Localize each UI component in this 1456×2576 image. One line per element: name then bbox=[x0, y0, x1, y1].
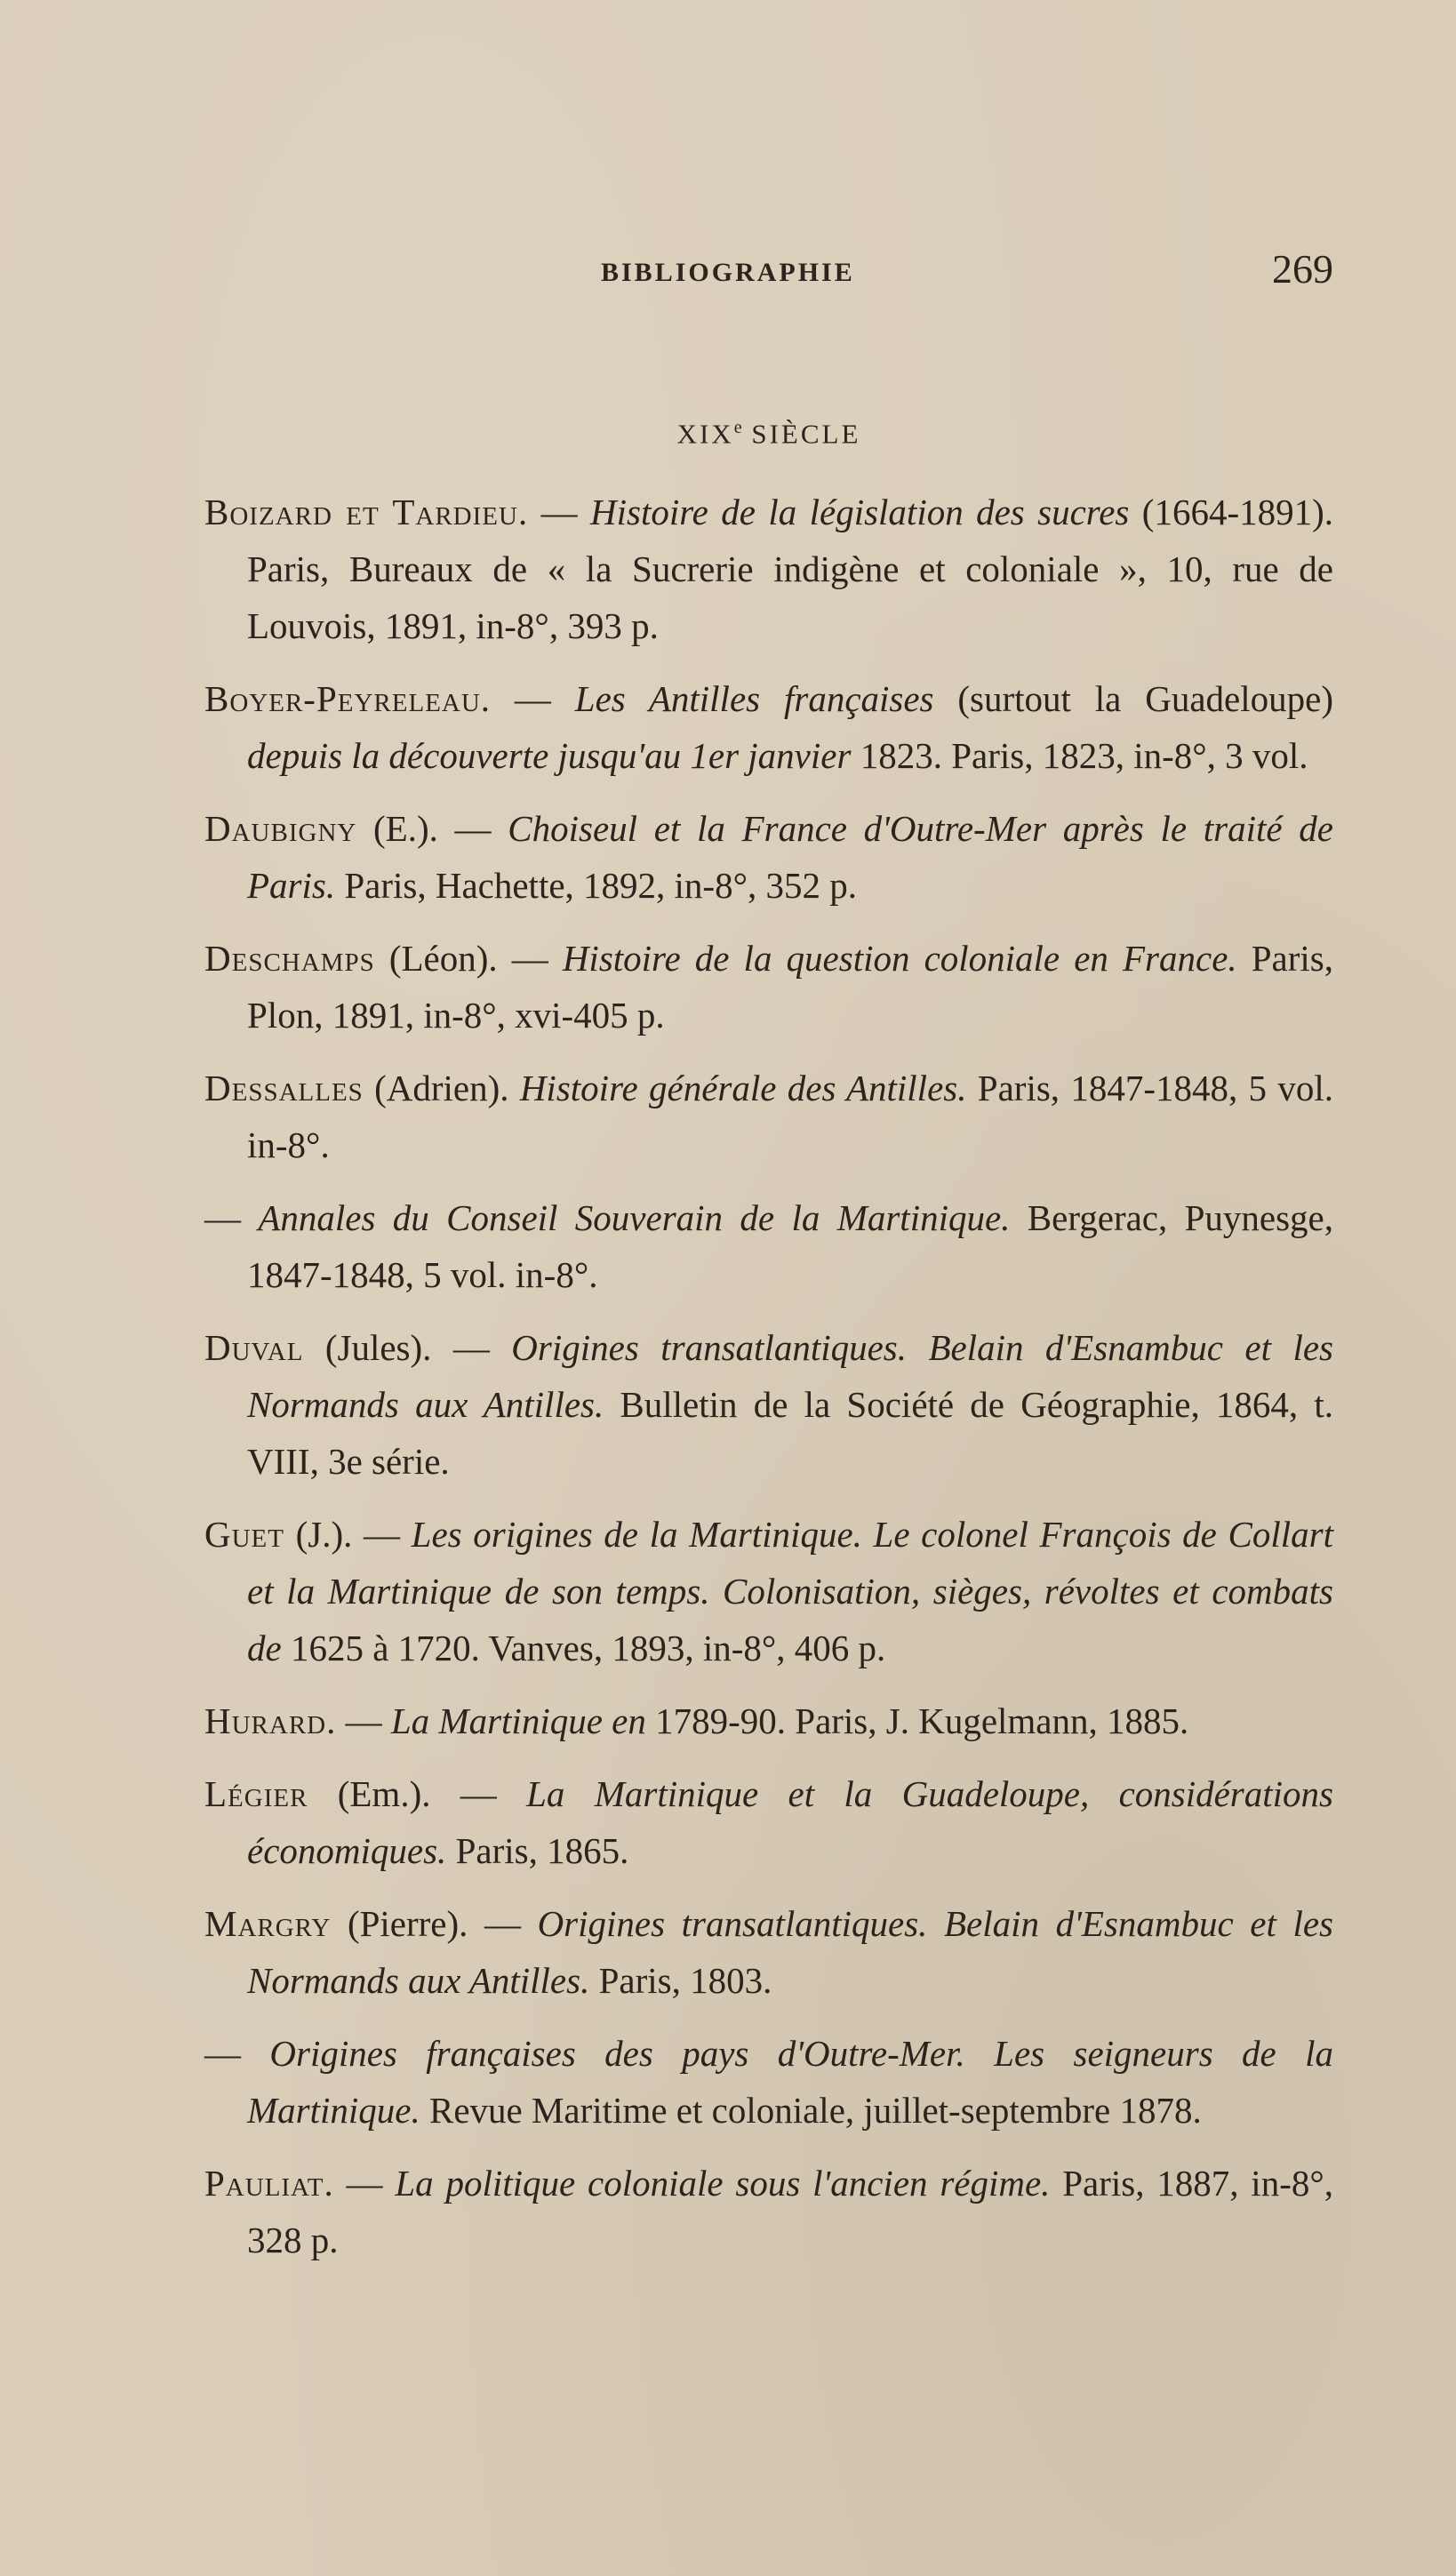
entry-separator: — bbox=[336, 1700, 391, 1741]
entry-separator: — bbox=[528, 492, 590, 532]
entry-author: Margry bbox=[204, 1903, 332, 1944]
entry-author: Deschamps bbox=[204, 938, 375, 979]
entry-author-initials: (Pierre). — bbox=[331, 1903, 538, 1944]
entry-author: Hurard. bbox=[204, 1700, 337, 1741]
entry-title: Histoire de la législation des sucres bbox=[589, 492, 1130, 532]
entry-separator: — bbox=[333, 2163, 396, 2204]
bibliography-entry bbox=[204, 1189, 1333, 1303]
entry-title: La politique coloniale sous l'ancien régime. bbox=[395, 2163, 1051, 2204]
bibliography-entry bbox=[204, 1060, 1333, 1173]
entry-details: Paris, 1887, in-8°, 328 p. bbox=[247, 2163, 1333, 2260]
entry-author-initials: (Léon). — bbox=[374, 938, 563, 979]
bibliography-entry bbox=[204, 1692, 1333, 1749]
entry-details: Bergerac, Puynesge, 1847-1848, 5 vol. in-8°. bbox=[247, 1197, 1334, 1295]
running-title: BIBLIOGRAPHIE bbox=[601, 258, 855, 287]
entry-ditto-dash: — bbox=[204, 2033, 270, 2074]
entry-author-initials: (Jules). — bbox=[303, 1327, 512, 1368]
page-number: 269 bbox=[1272, 246, 1333, 292]
entry-author-initials: (E.). — bbox=[356, 808, 508, 849]
entry-author: Boyer-Peyreleau. bbox=[204, 678, 492, 719]
entry-author: Dessalles bbox=[204, 1068, 364, 1108]
entry-title: Choiseul et la France d'Outre-Mer après le traité de Paris. bbox=[247, 808, 1333, 906]
entry-title: La Martinique et la Guadeloupe, considérations économiques. bbox=[247, 1773, 1334, 1871]
entry-title: depuis la découverte jusqu'au 1er janvier bbox=[247, 735, 852, 776]
bibliography-list bbox=[204, 484, 1333, 2284]
section-title bbox=[204, 418, 1333, 450]
entry-details: Paris, 1803. bbox=[589, 1960, 772, 2001]
entry-details: Paris, Plon, 1891, in-8°, xvi-405 p. bbox=[247, 938, 1333, 1036]
bibliography-entry bbox=[204, 2155, 1333, 2268]
entry-separator: — bbox=[491, 678, 575, 719]
bibliography-entry bbox=[204, 930, 1333, 1044]
bibliography-entry bbox=[204, 1765, 1333, 1879]
section-title-century: XIX bbox=[676, 418, 734, 450]
entry-author-initials: (Adrien). bbox=[363, 1068, 520, 1108]
entry-details: 1625 à 1720. Vanves, 1893, in-8°, 406 p. bbox=[281, 1628, 886, 1668]
entry-details: 1789-90. Paris, J. Kugelmann, 1885. bbox=[645, 1700, 1189, 1741]
entry-title: Les origines de la Martinique. Le colonel François de Collart et la Martinique de son temps. Colonisation, sièges, révoltes et combats de bbox=[247, 1514, 1333, 1668]
entry-author: Pauliat. bbox=[204, 2163, 334, 2204]
entry-title: Origines françaises des pays d'Outre-Mer. Les seigneurs de la Martinique. bbox=[247, 2033, 1333, 2131]
entry-details: Paris, Hachette, 1892, in-8°, 352 p. bbox=[335, 865, 857, 906]
entry-author: Duval bbox=[204, 1327, 304, 1368]
entry-title: Histoire générale des Antilles. bbox=[519, 1068, 967, 1108]
bibliography-entry bbox=[204, 1895, 1333, 2009]
entry-ditto-dash: — bbox=[204, 1197, 259, 1238]
entry-author: Légier bbox=[204, 1773, 308, 1814]
entry-title: Origines transatlantiques. Belain d'Esnambuc et les Normands aux Antilles. bbox=[247, 1903, 1333, 2001]
entry-details: Revue Maritime et coloniale, juillet-septembre 1878. bbox=[420, 2090, 1202, 2131]
entry-author: Guet bbox=[204, 1514, 284, 1555]
entry-title: La Martinique en bbox=[390, 1700, 646, 1741]
section-title-sup: e bbox=[733, 418, 742, 437]
entry-author: Daubigny bbox=[204, 808, 357, 849]
entry-author: Boizard et Tardieu. bbox=[204, 492, 529, 532]
entry-details: 1823. Paris, 1823, in-8°, 3 vol. bbox=[851, 735, 1308, 776]
bibliography-entry bbox=[204, 1506, 1333, 1676]
entry-author-initials: (J.). — bbox=[284, 1514, 412, 1555]
bibliography-entry bbox=[204, 484, 1333, 654]
entry-title: Histoire de la question coloniale en France. bbox=[562, 938, 1237, 979]
entry-details: Paris, 1847-1848, 5 vol. in-8°. bbox=[247, 1068, 1334, 1165]
bibliography-entry bbox=[204, 2025, 1333, 2139]
entry-author-initials: (Em.). — bbox=[308, 1773, 527, 1814]
running-head bbox=[204, 245, 1333, 299]
entry-details: (surtout la Guadeloupe) bbox=[933, 678, 1333, 719]
bibliography-entry bbox=[204, 670, 1333, 784]
entry-details: (1664-1891). Paris, Bureaux de « la Sucrerie indigène et coloniale », 10, rue de Louvois, 1891, in-8°, 393 p. bbox=[247, 492, 1334, 646]
entry-title: Origines transatlantiques. Belain d'Esnambuc et les Normands aux Antilles. bbox=[247, 1327, 1333, 1425]
bibliography-entry bbox=[204, 1319, 1333, 1490]
entry-details: Bulletin de la Société de Géographie, 1864, t. VIII, 3e série. bbox=[247, 1384, 1333, 1482]
entry-title: Les Antilles françaises bbox=[574, 678, 934, 719]
entry-title: Annales du Conseil Souverain de la Martinique. bbox=[258, 1197, 1011, 1238]
section-title-rest: SIÈCLE bbox=[741, 418, 861, 450]
bibliography-entry bbox=[204, 800, 1333, 914]
entry-details: Paris, 1865. bbox=[446, 1830, 629, 1871]
